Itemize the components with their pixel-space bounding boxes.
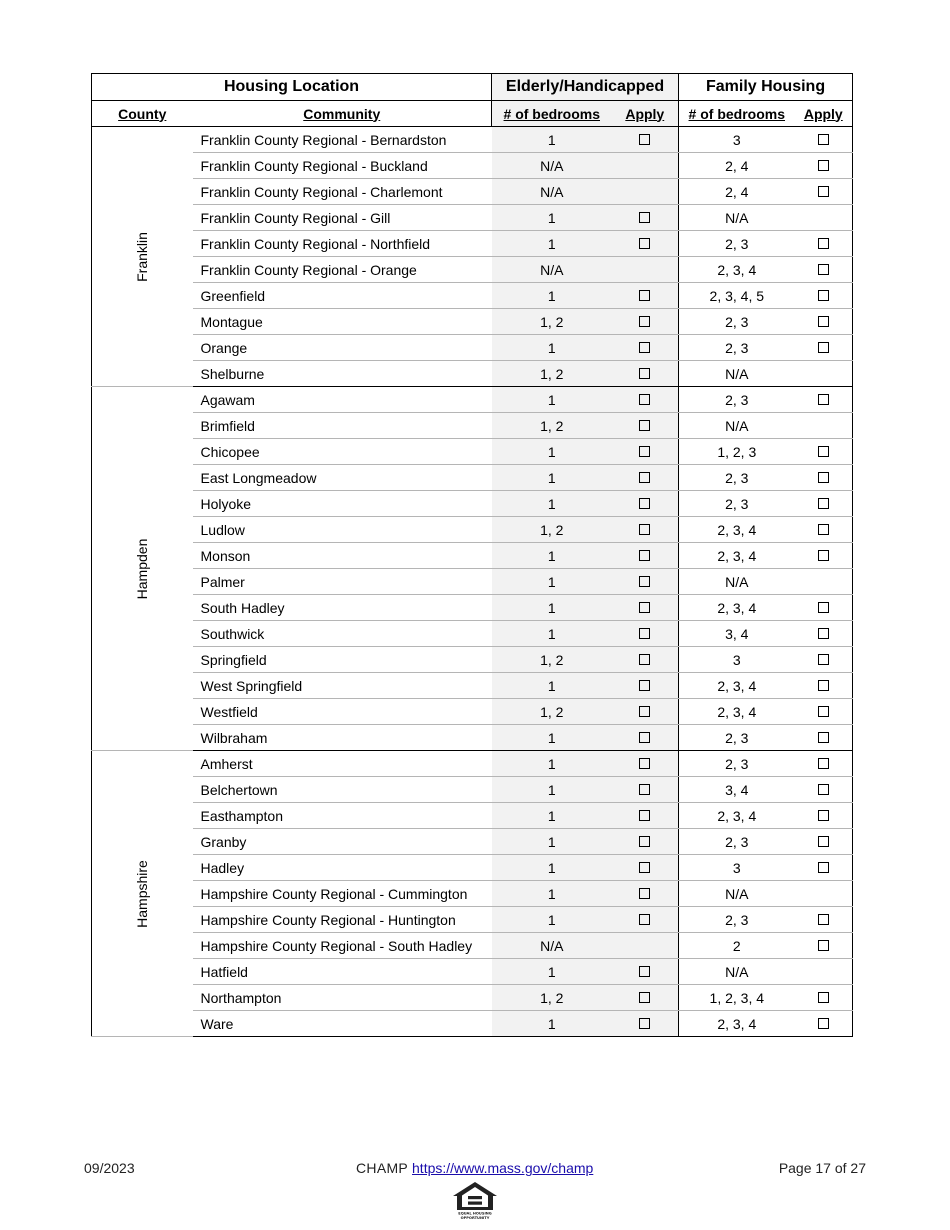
elderly-bedrooms: 1, 2 [492,699,612,725]
table-row [92,257,853,283]
elderly-apply-cell [612,725,679,751]
elderly-apply-cell [612,413,679,439]
elderly-apply-cell [612,933,679,959]
table-row [92,309,853,335]
family-bedrooms: 2, 3, 4 [679,543,795,569]
elderly-bedrooms: 1 [492,465,612,491]
community-name: South Hadley [193,595,492,621]
elderly-bedrooms: 1 [492,673,612,699]
family-apply-checkbox[interactable] [818,836,829,847]
header-elderly-handicapped: Elderly/Handicapped [492,74,679,101]
table-body [92,127,853,1037]
svg-text:OPPORTUNITY: OPPORTUNITY [460,1215,490,1220]
family-apply-checkbox[interactable] [818,862,829,873]
family-apply-cell [795,673,853,699]
family-bedrooms: 2, 3 [679,231,795,257]
family-bedrooms: 2 [679,933,795,959]
community-name: East Longmeadow [193,465,492,491]
family-apply-cell [795,127,853,153]
family-bedrooms: 2, 3 [679,335,795,361]
table-row [92,413,853,439]
elderly-bedrooms: 1, 2 [492,647,612,673]
family-apply-cell [795,881,853,907]
elderly-bedrooms: N/A [492,179,612,205]
family-bedrooms: 3, 4 [679,621,795,647]
elderly-apply-cell [612,959,679,985]
elderly-bedrooms: 1 [492,855,612,881]
family-apply-cell [795,595,853,621]
elderly-apply-cell [612,309,679,335]
community-name: Shelburne [193,361,492,387]
elderly-bedrooms: 1 [492,127,612,153]
elderly-apply-cell [612,491,679,517]
elderly-apply-checkbox[interactable] [639,602,650,613]
elderly-bedrooms: 1 [492,231,612,257]
community-name: Franklin County Regional - Gill [193,205,492,231]
family-apply-checkbox[interactable] [818,1018,829,1029]
family-bedrooms: 3 [679,647,795,673]
elderly-apply-checkbox[interactable] [639,732,650,743]
table-row [92,829,853,855]
elderly-bedrooms: 1, 2 [492,517,612,543]
footer-program [356,1160,593,1176]
family-bedrooms: 2, 3 [679,829,795,855]
family-apply-checkbox[interactable] [818,238,829,249]
family-apply-cell [795,283,853,309]
family-bedrooms: N/A [679,569,795,595]
family-bedrooms: 2, 3 [679,491,795,517]
elderly-apply-cell [612,283,679,309]
table-row [92,907,853,933]
family-bedrooms: 2, 3, 4 [679,595,795,621]
elderly-apply-checkbox[interactable] [639,420,650,431]
county-name: Hampshire [134,859,151,928]
elderly-bedrooms: 1 [492,907,612,933]
family-apply-cell [795,1011,853,1037]
family-apply-checkbox[interactable] [818,290,829,301]
elderly-apply-cell [612,647,679,673]
elderly-apply-cell [612,751,679,777]
elderly-apply-cell [612,439,679,465]
family-bedrooms: 2, 3 [679,387,795,413]
family-apply-cell [795,335,853,361]
family-bedrooms: 2, 3, 4 [679,517,795,543]
elderly-apply-checkbox[interactable] [639,576,650,587]
elderly-apply-cell [612,387,679,413]
elderly-bedrooms: 1 [492,881,612,907]
community-name: Franklin County Regional - Charlemont [193,179,492,205]
family-bedrooms: N/A [679,361,795,387]
table-row [92,725,853,751]
family-bedrooms: 2, 3, 4 [679,699,795,725]
table-row [92,439,853,465]
elderly-bedrooms: 1, 2 [492,985,612,1011]
family-apply-checkbox[interactable] [818,394,829,405]
community-name: Easthampton [193,803,492,829]
county-cell [92,387,193,751]
family-apply-checkbox[interactable] [818,264,829,275]
elderly-apply-cell [612,257,679,283]
family-apply-checkbox[interactable] [818,784,829,795]
elderly-bedrooms: 1, 2 [492,309,612,335]
community-name: Orange [193,335,492,361]
family-apply-cell [795,517,853,543]
table-row [92,803,853,829]
family-apply-cell [795,153,853,179]
elderly-bedrooms: N/A [492,257,612,283]
community-name: Greenfield [193,283,492,309]
table-row [92,361,853,387]
community-name: Franklin County Regional - Buckland [193,153,492,179]
family-apply-cell [795,413,853,439]
community-name: Hatfield [193,959,492,985]
elderly-apply-cell [612,153,679,179]
table-row [92,569,853,595]
family-apply-cell [795,751,853,777]
family-apply-checkbox[interactable] [818,992,829,1003]
community-name: Brimfield [193,413,492,439]
elderly-bedrooms: 1, 2 [492,361,612,387]
footer-page-number: Page 17 of 27 [778,1160,866,1176]
family-apply-checkbox[interactable] [818,524,829,535]
footer-date: 09/2023 [84,1160,135,1176]
family-apply-checkbox[interactable] [818,498,829,509]
community-name: Hampshire County Regional - South Hadley [193,933,492,959]
family-bedrooms: 2, 3 [679,725,795,751]
family-apply-checkbox[interactable] [818,446,829,457]
table-row [92,231,853,257]
elderly-apply-checkbox[interactable] [639,888,650,899]
elderly-apply-cell [612,569,679,595]
family-bedrooms: 2, 3, 4 [679,673,795,699]
svg-text:EQUAL HOUSING: EQUAL HOUSING [458,1211,492,1216]
family-apply-cell [795,699,853,725]
elderly-bedrooms: 1 [492,335,612,361]
elderly-bedrooms: N/A [492,933,612,959]
header-housing-location: Housing Location [92,74,492,101]
table-row [92,283,853,309]
family-apply-cell [795,829,853,855]
family-bedrooms: 2, 3, 4 [679,803,795,829]
family-apply-cell [795,543,853,569]
col-family-bedrooms: # of bedrooms [679,101,795,127]
elderly-apply-cell [612,621,679,647]
elderly-apply-checkbox[interactable] [639,706,650,717]
family-apply-checkbox[interactable] [818,810,829,821]
table-row [92,179,853,205]
elderly-apply-cell [612,127,679,153]
elderly-apply-checkbox[interactable] [639,992,650,1003]
family-bedrooms: 2, 3, 4, 5 [679,283,795,309]
elderly-bedrooms: 1 [492,777,612,803]
family-apply-cell [795,465,853,491]
elderly-apply-checkbox[interactable] [639,342,650,353]
family-apply-cell [795,647,853,673]
family-apply-cell [795,855,853,881]
family-apply-checkbox[interactable] [818,160,829,171]
col-family-apply: Apply [795,101,853,127]
family-apply-checkbox[interactable] [818,914,829,925]
family-apply-cell [795,179,853,205]
housing-table [91,73,853,1037]
elderly-apply-cell [612,673,679,699]
family-apply-cell [795,231,853,257]
elderly-apply-checkbox[interactable] [639,394,650,405]
equal-housing-logo [451,1180,499,1220]
family-apply-checkbox[interactable] [818,550,829,561]
elderly-apply-checkbox[interactable] [639,498,650,509]
elderly-apply-cell [612,595,679,621]
family-apply-checkbox[interactable] [818,472,829,483]
family-bedrooms: 1, 2, 3, 4 [679,985,795,1011]
table-row [92,933,853,959]
table-row [92,959,853,985]
family-apply-cell [795,361,853,387]
table-row [92,491,853,517]
family-apply-cell [795,387,853,413]
elderly-apply-checkbox[interactable] [639,212,650,223]
county-name: Franklin [134,231,151,282]
community-name: Holyoke [193,491,492,517]
table-row [92,985,853,1011]
community-name: Franklin County Regional - Bernardston [193,127,492,153]
family-bedrooms: 2, 3 [679,907,795,933]
elderly-apply-checkbox[interactable] [639,836,650,847]
family-apply-checkbox[interactable] [818,654,829,665]
community-name: Monson [193,543,492,569]
family-bedrooms: 3 [679,127,795,153]
elderly-apply-checkbox[interactable] [639,628,650,639]
community-name: Hampshire County Regional - Cummington [193,881,492,907]
col-county: County [92,101,193,127]
elderly-bedrooms: 1 [492,803,612,829]
elderly-bedrooms: 1, 2 [492,413,612,439]
table-row [92,335,853,361]
footer-link[interactable]: https://www.mass.gov/champ [412,1160,594,1176]
table-row [92,127,853,153]
family-apply-cell [795,907,853,933]
family-apply-checkbox[interactable] [818,680,829,691]
family-apply-cell [795,439,853,465]
family-apply-checkbox[interactable] [818,758,829,769]
family-apply-checkbox[interactable] [818,134,829,145]
family-apply-cell [795,959,853,985]
family-apply-cell [795,491,853,517]
family-apply-cell [795,569,853,595]
elderly-apply-checkbox[interactable] [639,524,650,535]
elderly-bedrooms: 1 [492,725,612,751]
elderly-apply-checkbox[interactable] [639,472,650,483]
col-elderly-bedrooms: # of bedrooms [492,101,612,127]
family-apply-cell [795,777,853,803]
elderly-apply-checkbox[interactable] [639,316,650,327]
county-name: Hampden [134,538,151,599]
table-row [92,1011,853,1037]
community-name: Chicopee [193,439,492,465]
community-name: Montague [193,309,492,335]
family-bedrooms: 2, 4 [679,179,795,205]
elderly-bedrooms: N/A [492,153,612,179]
family-apply-cell [795,803,853,829]
table-row [92,387,853,413]
table-row [92,621,853,647]
community-name: Belchertown [193,777,492,803]
community-name: Palmer [193,569,492,595]
community-name: Amherst [193,751,492,777]
community-name: Ludlow [193,517,492,543]
table-row [92,699,853,725]
community-name: Wilbraham [193,725,492,751]
table-row [92,517,853,543]
family-bedrooms: 1, 2, 3 [679,439,795,465]
family-apply-cell [795,205,853,231]
family-bedrooms: 2, 3, 4 [679,1011,795,1037]
community-name: Springfield [193,647,492,673]
elderly-bedrooms: 1 [492,595,612,621]
elderly-apply-cell [612,803,679,829]
elderly-apply-checkbox[interactable] [639,1018,650,1029]
elderly-bedrooms: 1 [492,205,612,231]
elderly-bedrooms: 1 [492,1011,612,1037]
elderly-apply-cell [612,1011,679,1037]
community-name: Northampton [193,985,492,1011]
community-name: Agawam [193,387,492,413]
county-cell [92,751,193,1037]
community-name: Southwick [193,621,492,647]
elderly-apply-checkbox[interactable] [639,550,650,561]
elderly-apply-cell [612,231,679,257]
community-name: Hampshire County Regional - Huntington [193,907,492,933]
table-row [92,855,853,881]
elderly-bedrooms: 1 [492,751,612,777]
table-row [92,647,853,673]
table-row [92,205,853,231]
family-bedrooms: 2, 3, 4 [679,257,795,283]
table-row [92,543,853,569]
table-row [92,153,853,179]
family-apply-cell [795,621,853,647]
elderly-apply-cell [612,465,679,491]
elderly-apply-cell [612,855,679,881]
elderly-bedrooms: 1 [492,829,612,855]
family-bedrooms: 2, 3 [679,465,795,491]
family-apply-checkbox[interactable] [818,316,829,327]
family-apply-checkbox[interactable] [818,186,829,197]
elderly-apply-cell [612,985,679,1011]
elderly-bedrooms: 1 [492,387,612,413]
table-row [92,465,853,491]
family-apply-checkbox[interactable] [818,706,829,717]
elderly-apply-checkbox[interactable] [639,290,650,301]
table-row [92,673,853,699]
community-name: Franklin County Regional - Northfield [193,231,492,257]
elderly-apply-checkbox[interactable] [639,914,650,925]
elderly-bedrooms: 1 [492,491,612,517]
col-elderly-apply: Apply [612,101,679,127]
elderly-apply-checkbox[interactable] [639,966,650,977]
elderly-apply-checkbox[interactable] [639,368,650,379]
elderly-apply-checkbox[interactable] [639,134,650,145]
footer-program-name: CHAMP [356,1160,408,1176]
elderly-bedrooms: 1 [492,569,612,595]
elderly-apply-cell [612,517,679,543]
elderly-bedrooms: 1 [492,543,612,569]
table-row [92,751,853,777]
elderly-apply-checkbox[interactable] [639,680,650,691]
elderly-apply-cell [612,179,679,205]
elderly-apply-cell [612,543,679,569]
elderly-bedrooms: 1 [492,621,612,647]
col-community: Community [193,101,492,127]
community-name: Granby [193,829,492,855]
family-apply-checkbox[interactable] [818,602,829,613]
community-name: West Springfield [193,673,492,699]
family-bedrooms: 2, 4 [679,153,795,179]
family-bedrooms: 2, 3 [679,751,795,777]
community-name: Franklin County Regional - Orange [193,257,492,283]
family-bedrooms: N/A [679,881,795,907]
elderly-apply-checkbox[interactable] [639,446,650,457]
family-bedrooms: N/A [679,959,795,985]
table-row [92,881,853,907]
family-apply-cell [795,985,853,1011]
elderly-apply-checkbox[interactable] [639,810,650,821]
community-name: Hadley [193,855,492,881]
elderly-apply-cell [612,777,679,803]
elderly-apply-cell [612,907,679,933]
family-apply-checkbox[interactable] [818,628,829,639]
family-apply-checkbox[interactable] [818,342,829,353]
community-name: Ware [193,1011,492,1037]
header-family-housing: Family Housing [679,74,853,101]
elderly-apply-cell [612,205,679,231]
elderly-apply-checkbox[interactable] [639,238,650,249]
family-bedrooms: 3, 4 [679,777,795,803]
family-apply-cell [795,933,853,959]
family-bedrooms: N/A [679,205,795,231]
county-cell [92,127,193,387]
elderly-apply-cell [612,699,679,725]
elderly-apply-cell [612,361,679,387]
family-bedrooms: 3 [679,855,795,881]
family-bedrooms: N/A [679,413,795,439]
community-name: Westfield [193,699,492,725]
table-row [92,777,853,803]
elderly-apply-cell [612,335,679,361]
elderly-apply-checkbox[interactable] [639,862,650,873]
family-apply-checkbox[interactable] [818,940,829,951]
elderly-apply-cell [612,881,679,907]
family-apply-cell [795,725,853,751]
elderly-bedrooms: 1 [492,959,612,985]
family-apply-checkbox[interactable] [818,732,829,743]
elderly-bedrooms: 1 [492,439,612,465]
table-row [92,595,853,621]
elderly-apply-checkbox[interactable] [639,758,650,769]
elderly-apply-cell [612,829,679,855]
elderly-apply-checkbox[interactable] [639,654,650,665]
family-apply-cell [795,309,853,335]
elderly-bedrooms: 1 [492,283,612,309]
family-apply-cell [795,257,853,283]
elderly-apply-checkbox[interactable] [639,784,650,795]
family-bedrooms: 2, 3 [679,309,795,335]
